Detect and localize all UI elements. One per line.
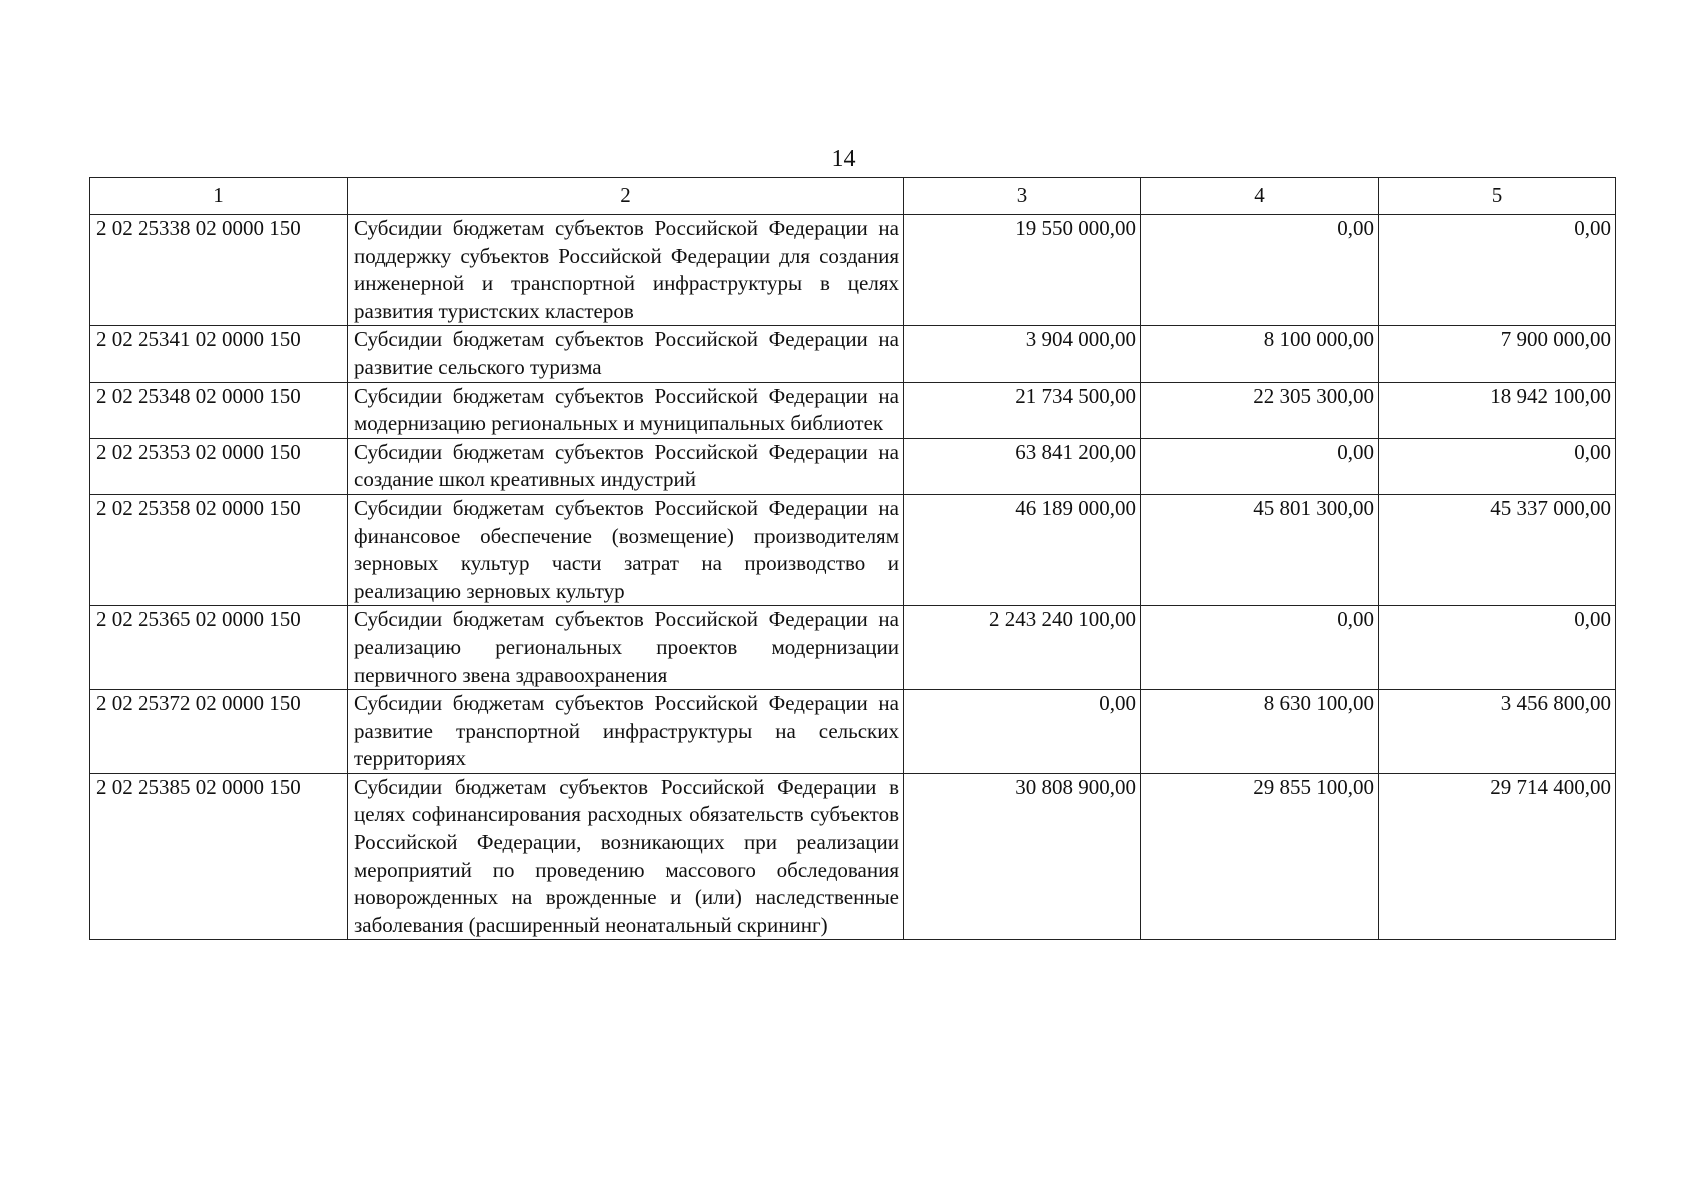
amount-col3: 2 243 240 100,00 — [904, 606, 1141, 690]
table-row — [90, 494, 1616, 605]
amount-col3: 46 189 000,00 — [904, 494, 1141, 605]
amount-col4: 0,00 — [1141, 438, 1379, 494]
budget-code: 2 02 25365 02 0000 150 — [90, 606, 348, 690]
table-row — [90, 326, 1616, 382]
amount-col3: 30 808 900,00 — [904, 773, 1141, 940]
budget-table — [89, 177, 1616, 940]
column-header-4: 4 — [1141, 178, 1379, 215]
budget-description: Субсидии бюджетам субъектов Российской Федерации на создание школ креативных индустрий — [348, 438, 904, 494]
budget-code: 2 02 25338 02 0000 150 — [90, 215, 348, 326]
budget-description: Субсидии бюджетам субъектов Российской Федерации на финансовое обеспечение (возмещение) производителям зерновых культур части затрат на производство и реализацию зерновых культур — [348, 494, 904, 605]
column-header-3: 3 — [904, 178, 1141, 215]
budget-code: 2 02 25341 02 0000 150 — [90, 326, 348, 382]
amount-col4: 8 100 000,00 — [1141, 326, 1379, 382]
budget-code: 2 02 25353 02 0000 150 — [90, 438, 348, 494]
amount-col5: 0,00 — [1379, 606, 1616, 690]
table-row — [90, 606, 1616, 690]
amount-col4: 29 855 100,00 — [1141, 773, 1379, 940]
column-header-2: 2 — [348, 178, 904, 215]
amount-col3: 21 734 500,00 — [904, 382, 1141, 438]
page-number: 14 — [831, 146, 856, 172]
table-row — [90, 773, 1616, 940]
amount-col4: 0,00 — [1141, 215, 1379, 326]
budget-description: Субсидии бюджетам субъектов Российской Федерации на развитие сельского туризма — [348, 326, 904, 382]
column-header-5: 5 — [1379, 178, 1616, 215]
budget-description: Субсидии бюджетам субъектов Российской Федерации на модернизацию региональных и муниципальных библиотек — [348, 382, 904, 438]
amount-col3: 19 550 000,00 — [904, 215, 1141, 326]
amount-col4: 8 630 100,00 — [1141, 690, 1379, 774]
amount-col5: 3 456 800,00 — [1379, 690, 1616, 774]
table-row — [90, 215, 1616, 326]
amount-col3: 0,00 — [904, 690, 1141, 774]
budget-description: Субсидии бюджетам субъектов Российской Федерации на поддержку субъектов Российской Федерации для создания инженерной и транспортной инфраструктуры в целях развития туристских кластеров — [348, 215, 904, 326]
amount-col4: 22 305 300,00 — [1141, 382, 1379, 438]
budget-code: 2 02 25348 02 0000 150 — [90, 382, 348, 438]
amount-col3: 63 841 200,00 — [904, 438, 1141, 494]
amount-col4: 45 801 300,00 — [1141, 494, 1379, 605]
amount-col5: 29 714 400,00 — [1379, 773, 1616, 940]
budget-code: 2 02 25385 02 0000 150 — [90, 773, 348, 940]
amount-col5: 18 942 100,00 — [1379, 382, 1616, 438]
table-row — [90, 382, 1616, 438]
amount-col5: 7 900 000,00 — [1379, 326, 1616, 382]
amount-col5: 0,00 — [1379, 215, 1616, 326]
budget-code: 2 02 25372 02 0000 150 — [90, 690, 348, 774]
budget-description: Субсидии бюджетам субъектов Российской Федерации на развитие транспортной инфраструктуры на сельских территориях — [348, 690, 904, 774]
amount-col5: 0,00 — [1379, 438, 1616, 494]
budget-description: Субсидии бюджетам субъектов Российской Федерации в целях софинансирования расходных обязательств субъектов Российской Федерации, возникающих при реализации мероприятий по проведению массового обследования новорожденных на врожденные и (или) наследственные заболевания (расширенный неонатальный скрининг) — [348, 773, 904, 940]
budget-description: Субсидии бюджетам субъектов Российской Федерации на реализацию региональных проектов модернизации первичного звена здравоохранения — [348, 606, 904, 690]
table-row — [90, 690, 1616, 774]
table-row — [90, 438, 1616, 494]
amount-col4: 0,00 — [1141, 606, 1379, 690]
table-body — [90, 215, 1616, 940]
header-row — [90, 178, 1616, 215]
budget-code: 2 02 25358 02 0000 150 — [90, 494, 348, 605]
amount-col5: 45 337 000,00 — [1379, 494, 1616, 605]
table-header — [90, 178, 1616, 215]
column-header-1: 1 — [90, 178, 348, 215]
amount-col3: 3 904 000,00 — [904, 326, 1141, 382]
